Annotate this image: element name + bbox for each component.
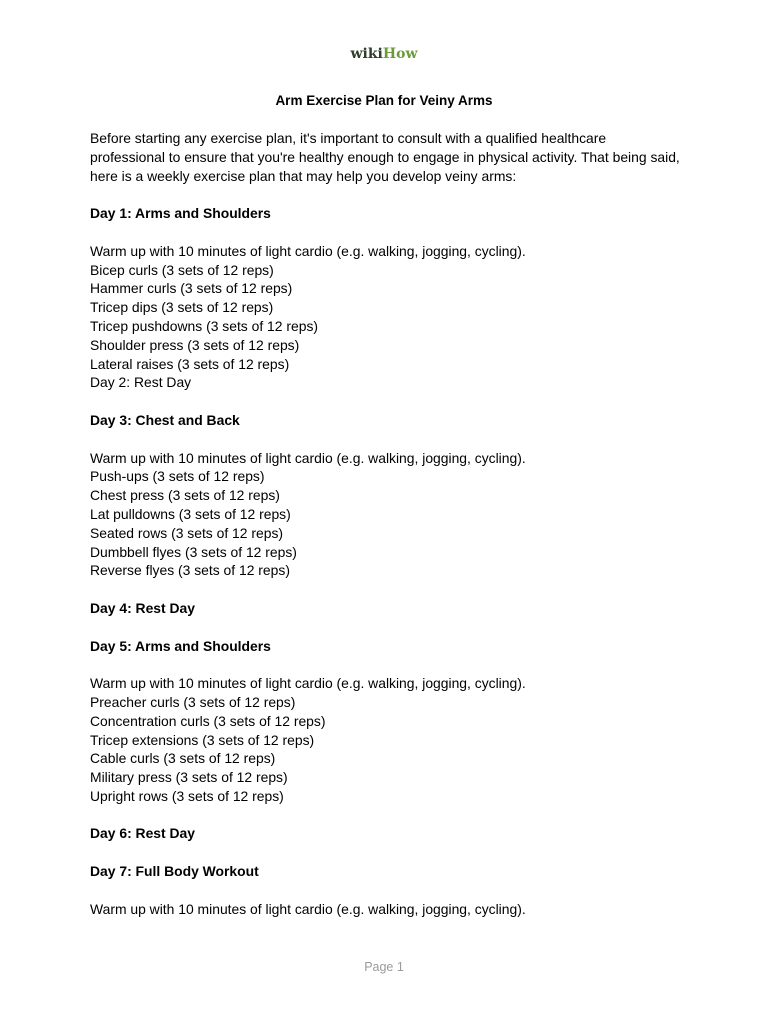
wikihow-logo <box>0 44 768 64</box>
exercise-line: Tricep extensions (3 sets of 12 reps) <box>90 731 315 748</box>
exercise-line: Dumbbell flyes (3 sets of 12 reps) <box>90 543 297 560</box>
exercise-line: Warm up with 10 minutes of light cardio (e.g. walking, jogging, cycling). <box>90 242 526 259</box>
day-heading: Day 6: Rest Day <box>90 825 196 842</box>
document-body <box>90 129 690 937</box>
intro-line: here is a weekly exercise plan that may help you develop veiny arms: <box>90 167 517 184</box>
exercise-line: Shoulder press (3 sets of 12 reps) <box>90 336 300 353</box>
exercise-line: Military press (3 sets of 12 reps) <box>90 769 288 786</box>
intro-line: Before starting any exercise plan, it's important to consult with a qualified healthcare <box>90 130 607 146</box>
day-heading: Day 7: Full Body Workout <box>90 863 259 880</box>
exercise-line: Lateral raises (3 sets of 12 reps) <box>90 355 290 372</box>
logo-how-text: How <box>382 46 418 62</box>
intro-paragraph <box>90 129 690 185</box>
day-heading: Day 1: Arms and Shoulders <box>90 205 271 222</box>
exercise-line: Chest press (3 sets of 12 reps) <box>90 487 280 504</box>
document-title: Arm Exercise Plan for Veiny Arms <box>275 93 493 108</box>
exercise-line: Hammer curls (3 sets of 12 reps) <box>90 280 293 297</box>
exercise-line: Lat pulldowns (3 sets of 12 reps) <box>90 505 291 522</box>
exercise-line: Concentration curls (3 sets of 12 reps) <box>90 712 326 729</box>
day-exercise-list <box>90 674 690 806</box>
exercise-line: Tricep dips (3 sets of 12 reps) <box>90 299 274 316</box>
intro-line: professional to ensure that you're healthy enough to engage in physical activity. That being said, <box>90 148 680 165</box>
exercise-line: Cable curls (3 sets of 12 reps) <box>90 750 276 767</box>
exercise-line: Warm up with 10 minutes of light cardio (e.g. walking, jogging, cycling). <box>90 900 526 917</box>
exercise-line: Day 2: Rest Day <box>90 374 192 391</box>
exercise-line: Warm up with 10 minutes of light cardio (e.g. walking, jogging, cycling). <box>90 449 526 466</box>
exercise-line: Push-ups (3 sets of 12 reps) <box>90 468 265 485</box>
exercise-line: Tricep pushdowns (3 sets of 12 reps) <box>90 317 319 334</box>
exercise-line: Warm up with 10 minutes of light cardio (e.g. walking, jogging, cycling). <box>90 675 526 692</box>
logo-wiki-text: wiki <box>350 46 383 62</box>
day-exercise-list <box>90 900 690 919</box>
exercise-line: Upright rows (3 sets of 12 reps) <box>90 787 284 804</box>
day-exercise-list <box>90 242 690 392</box>
day-heading: Day 5: Arms and Shoulders <box>90 637 271 654</box>
exercise-line: Seated rows (3 sets of 12 reps) <box>90 524 284 541</box>
exercise-line: Bicep curls (3 sets of 12 reps) <box>90 261 274 278</box>
day-heading: Day 3: Chest and Back <box>90 411 240 428</box>
day-exercise-list <box>90 449 690 581</box>
page-number: Page 1 <box>364 960 404 974</box>
exercise-line: Reverse flyes (3 sets of 12 reps) <box>90 562 290 579</box>
exercise-line: Preacher curls (3 sets of 12 reps) <box>90 693 296 710</box>
day-heading: Day 4: Rest Day <box>90 599 196 616</box>
